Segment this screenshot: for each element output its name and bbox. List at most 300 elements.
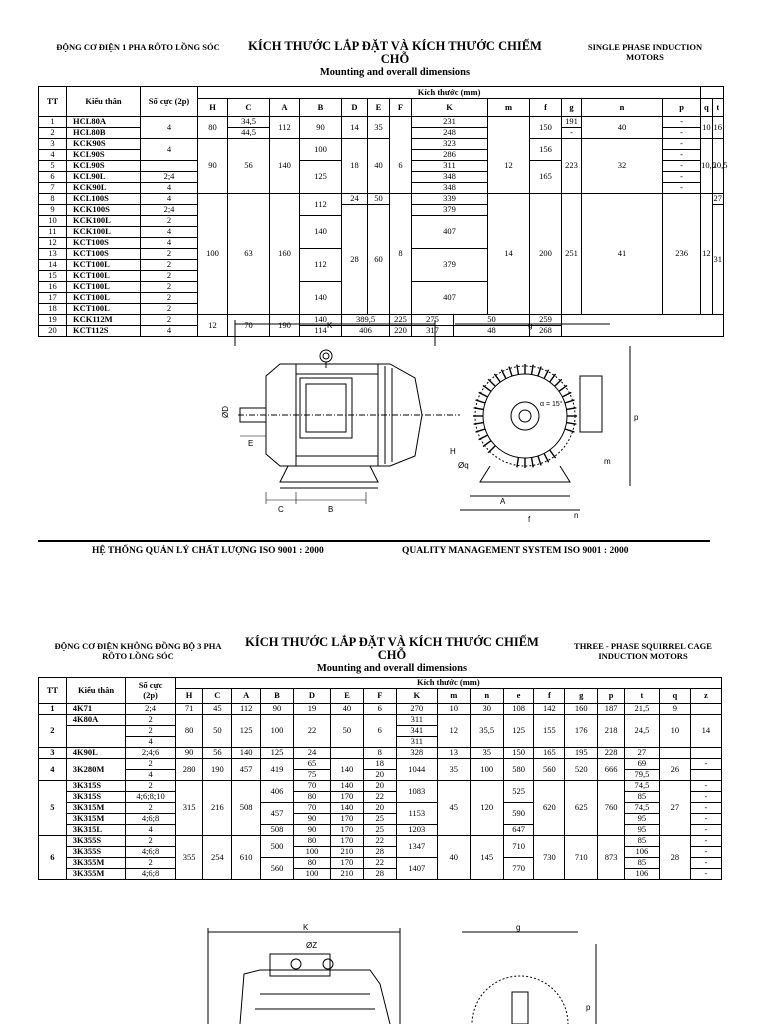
- dim-cell: 95: [624, 825, 659, 836]
- col-t: t: [712, 99, 723, 117]
- dim-cell: 165: [534, 748, 565, 759]
- dim-cell: 4;6;8: [126, 847, 175, 858]
- dim-cell: 9: [659, 704, 690, 715]
- dim-cell: 85: [624, 858, 659, 869]
- dim-K-label: K: [327, 321, 333, 330]
- g-cell: -: [562, 128, 582, 139]
- dim-cell: 4;6;8: [126, 869, 175, 880]
- row-number: 1: [39, 704, 67, 715]
- dim-cell: 2: [126, 858, 175, 869]
- dim-cell: 620: [534, 781, 565, 836]
- K-cell: 389,5: [342, 315, 390, 326]
- dim-cell: 315: [175, 781, 203, 836]
- C-cell: 70: [228, 315, 270, 337]
- dim-cell: -: [690, 781, 721, 792]
- dim-cell: 140: [232, 748, 261, 759]
- dim-cell: 25: [363, 814, 396, 825]
- row-number: 2: [39, 128, 67, 139]
- row-number: 2: [39, 715, 67, 748]
- single-phase-title-en-1: SINGLE PHASE INDUCTION: [587, 42, 703, 52]
- single-phase-dimensions-table: [38, 86, 728, 337]
- dim-cell: 457: [232, 759, 261, 781]
- model-cell: KCL90S: [67, 161, 141, 172]
- top-doc-title-en: Mounting and overall dimensions: [319, 67, 471, 78]
- model-cell: HCL80B: [67, 128, 141, 139]
- dim-cell: -: [690, 814, 721, 825]
- dim-cell: 10: [659, 715, 690, 748]
- dim-cell: 19: [293, 704, 330, 715]
- row-number: 15: [39, 271, 67, 282]
- table-row: [39, 139, 724, 150]
- three-phase-title-vn: [38, 641, 238, 661]
- dim-cell: [690, 704, 721, 715]
- col-g: g: [565, 689, 598, 704]
- dim-alpha-label: α = 15°: [540, 401, 563, 408]
- dim-f-label: f: [528, 515, 531, 524]
- row-number: 18: [39, 304, 67, 315]
- n-cell: 50: [454, 315, 530, 326]
- model-cell: KCK100S: [67, 205, 141, 216]
- dim-cell: 125: [232, 715, 261, 748]
- poles-cell: 2: [141, 249, 198, 260]
- col-group-dimensions: Kích thước (mm): [175, 678, 721, 689]
- bottom-doc-title: [232, 636, 552, 675]
- dim-cell: 145: [470, 836, 503, 880]
- dim-cell: 2: [126, 726, 175, 737]
- dim-cell: 70: [293, 781, 330, 792]
- col-t: t: [624, 689, 659, 704]
- table-row: [39, 704, 722, 715]
- model-cell: 3K355M: [66, 858, 126, 869]
- F-cell: 6: [390, 139, 412, 194]
- C-cell: 56: [228, 139, 270, 194]
- dim-cell: 74,5: [624, 781, 659, 792]
- dim-cell: 24: [293, 748, 330, 759]
- p-cell: -: [663, 139, 701, 150]
- dim-cell: 140: [330, 759, 363, 781]
- table-row: [39, 836, 722, 847]
- F-cell: 8: [390, 194, 412, 315]
- dim-cell: 50: [203, 715, 232, 748]
- col-H: H: [198, 99, 228, 117]
- col-A: A: [232, 689, 261, 704]
- dim-cell: 74,5: [624, 803, 659, 814]
- dim-cell: 28: [363, 847, 396, 858]
- model-cell: KCT100L: [67, 260, 141, 271]
- t-cell: 20,5: [712, 139, 723, 194]
- dim-cell: 560: [261, 858, 294, 880]
- dim-cell: 210: [330, 869, 363, 880]
- model-cell: KCK100L: [67, 227, 141, 238]
- three-phase-title-vn-2: RÔTO LỒNG SÓC: [102, 651, 174, 661]
- dim-cell: -: [690, 836, 721, 847]
- model-cell: KCT100L: [67, 282, 141, 293]
- dim-cell: 228: [598, 748, 625, 759]
- row-number: 16: [39, 282, 67, 293]
- dim-cell: 18: [363, 759, 396, 770]
- model-cell: 3K280M: [66, 759, 126, 781]
- poles-cell: 4: [141, 139, 198, 161]
- dim-cell: 120: [470, 781, 503, 836]
- dim-cell: 65: [293, 759, 330, 770]
- model-cell: 3K315M: [66, 803, 126, 814]
- dim-cell: 355: [175, 836, 203, 880]
- dim-cell: 341: [396, 726, 437, 737]
- col-D: D: [342, 99, 368, 117]
- model-cell: 4K71: [66, 704, 126, 715]
- col-C: C: [228, 99, 270, 117]
- dim-cell: 270: [396, 704, 437, 715]
- top-doc-title-vn: KÍCH THƯỚC LẮP ĐẶT VÀ KÍCH THƯỚC CHIẾM CHỖ: [248, 39, 542, 66]
- row-number: 8: [39, 194, 67, 205]
- dim-cell: 160: [565, 704, 598, 715]
- dim-B-label: B: [328, 505, 334, 514]
- dim-cell: 560: [534, 759, 565, 781]
- D-cell: 18: [342, 139, 368, 194]
- dim-cell: 2;4: [126, 704, 175, 715]
- row-number: 5: [39, 781, 67, 836]
- g-cell: 317: [412, 326, 454, 337]
- poles-cell: 4: [141, 183, 198, 194]
- col-poles: Số cực (2p): [141, 87, 198, 117]
- dim-cell: 580: [503, 759, 534, 781]
- dim-cell: 28: [659, 836, 690, 880]
- row-number: 11: [39, 227, 67, 238]
- col-n: n: [470, 689, 503, 704]
- dim-cell: 625: [565, 781, 598, 836]
- dim-cell: 80: [293, 836, 330, 847]
- dim-cell: 140: [330, 803, 363, 814]
- dim-cell: 22: [293, 715, 330, 748]
- C-cell: 44,5: [228, 128, 270, 139]
- poles-cell: 4: [141, 117, 198, 139]
- single-phase-title-en: [570, 42, 720, 62]
- dim-cell: 155: [534, 715, 565, 748]
- B-cell: 100: [300, 139, 342, 161]
- col-tt: TT: [39, 678, 67, 704]
- dim-cell: 10: [437, 704, 470, 715]
- qms-en: QUALITY MANAGEMENT SYSTEM ISO 9001 : 2000: [402, 546, 629, 556]
- dim-cell: 27: [659, 781, 690, 836]
- dim-C-label: C: [278, 505, 284, 514]
- A-cell: 140: [270, 139, 300, 194]
- dim-cell: 35: [470, 748, 503, 759]
- row-number: 5: [39, 161, 67, 172]
- row-number: 12: [39, 238, 67, 249]
- dim-cell: 106: [624, 869, 659, 880]
- p-cell: -: [663, 183, 701, 194]
- dim-cell: 4;6;8: [126, 814, 175, 825]
- dim-cell: 710: [565, 836, 598, 880]
- col-f: f: [534, 689, 565, 704]
- dim-cell: -: [690, 825, 721, 836]
- table-row: [39, 748, 722, 759]
- dim-cell: 4;6;8;10: [126, 792, 175, 803]
- dim-cell: 142: [534, 704, 565, 715]
- E-cell: 60: [368, 205, 390, 315]
- dim-cell: 2;4;6: [126, 748, 175, 759]
- dim-cell: 56: [203, 748, 232, 759]
- model-cell: KCK100L: [67, 216, 141, 227]
- g-cell: 251: [562, 194, 582, 315]
- dim2-Z-label: ØZ: [306, 941, 318, 950]
- E-cell: 35: [368, 117, 390, 139]
- row-number: 17: [39, 293, 67, 304]
- dim-cell: 26: [659, 759, 690, 781]
- dim-cell: 100: [470, 759, 503, 781]
- dim-cell: 106: [624, 847, 659, 858]
- col-K: K: [396, 689, 437, 704]
- col-E: E: [368, 99, 390, 117]
- A-cell: 160: [270, 194, 300, 315]
- p-cell: -: [663, 117, 701, 128]
- dim-cell: -: [690, 858, 721, 869]
- dim-cell: 20: [363, 803, 396, 814]
- dim-q-label: Øq: [458, 461, 469, 470]
- model-cell: 3K355M: [66, 869, 126, 880]
- dim-cell: 170: [330, 836, 363, 847]
- dim-cell: 457: [261, 803, 294, 825]
- dim-cell: 2: [126, 803, 175, 814]
- col-z: z: [690, 689, 721, 704]
- dim-cell: 311: [396, 737, 437, 748]
- K-cell: 406: [342, 326, 390, 337]
- H-cell: 90: [198, 139, 228, 194]
- poles-cell: 2: [141, 304, 198, 315]
- dim-cell: [330, 748, 363, 759]
- dim-cell: 4: [126, 737, 175, 748]
- K-cell: 323: [412, 139, 488, 150]
- model-cell: KCK90L: [67, 183, 141, 194]
- dim-cell: 79,5: [624, 770, 659, 781]
- dim-cell: 8: [363, 748, 396, 759]
- poles-cell: 2: [141, 315, 198, 326]
- dim-cell: 666: [598, 759, 625, 781]
- K-cell: 348: [412, 172, 488, 183]
- col-q: q: [701, 99, 712, 117]
- col-D: D: [293, 689, 330, 704]
- dim-cell: 176: [565, 715, 598, 748]
- dim-cell: 760: [598, 781, 625, 836]
- dim-cell: 150: [503, 748, 534, 759]
- dim-cell: 22: [363, 836, 396, 847]
- f-cell: 200: [530, 194, 562, 315]
- dim-cell: 170: [330, 825, 363, 836]
- dim-cell: 35: [437, 759, 470, 781]
- dim-cell: 80: [293, 858, 330, 869]
- dim-cell: 2: [126, 715, 175, 726]
- K-cell: 286: [412, 150, 488, 161]
- E-cell: 40: [368, 139, 390, 194]
- col-m: m: [437, 689, 470, 704]
- section-divider: [38, 540, 710, 542]
- t-cell: 16: [712, 117, 723, 139]
- col-model: Kiểu thân: [67, 87, 141, 117]
- row-number: 14: [39, 260, 67, 271]
- dim-cell: 1083: [396, 781, 437, 803]
- dim-cell: 1044: [396, 759, 437, 781]
- p-cell: 259: [530, 315, 562, 326]
- dim-cell: 90: [175, 748, 203, 759]
- dim-cell: 25: [363, 825, 396, 836]
- dim-cell: 20: [363, 781, 396, 792]
- row-number: 1: [39, 117, 67, 128]
- dim-cell: 45: [203, 704, 232, 715]
- K-cell: 379: [412, 205, 488, 216]
- poles-cell: 4: [141, 227, 198, 238]
- dim-cell: 100: [261, 715, 294, 748]
- dim-cell: 328: [396, 748, 437, 759]
- dim-E-label: E: [248, 439, 254, 448]
- poles-cell: 4: [141, 194, 198, 205]
- row-number: 19: [39, 315, 67, 326]
- B-cell: 112: [300, 249, 342, 282]
- model-cell: 3K315L: [66, 825, 126, 836]
- dim-cell: 508: [232, 781, 261, 836]
- K-cell: 348: [412, 183, 488, 194]
- dim-cell: 108: [503, 704, 534, 715]
- t-cell: 27: [713, 193, 723, 204]
- col-m: m: [488, 99, 530, 117]
- g-cell: 223: [562, 139, 582, 194]
- dim-cell: [690, 770, 721, 781]
- p-cell: 268: [530, 326, 562, 337]
- bottom-doc-title-en: Mounting and overall dimensions: [316, 663, 468, 674]
- dim-cell: 100: [293, 847, 330, 858]
- row-number: 3: [39, 748, 67, 759]
- row-number: 13: [39, 249, 67, 260]
- dim-cell: [690, 748, 721, 759]
- dim-cell: 24,5: [624, 715, 659, 748]
- three-phase-title-en-1: THREE - PHASE SQUIRREL CAGE: [574, 641, 712, 651]
- dim-cell: 75: [293, 770, 330, 781]
- model-cell: [66, 726, 126, 748]
- dim-cell: 22: [363, 792, 396, 803]
- f-cell: 220: [390, 326, 412, 337]
- dim-H-label: H: [450, 447, 456, 456]
- poles-cell: 4: [141, 238, 198, 249]
- single-phase-title-en-2: MOTORS: [626, 52, 664, 62]
- dim-cell: 95: [624, 814, 659, 825]
- dim-cell: 311: [396, 715, 437, 726]
- model-cell: KCL100S: [67, 194, 141, 205]
- model-cell: KCT100L: [67, 304, 141, 315]
- H-cell: 80: [198, 117, 228, 139]
- t-cell: 31: [712, 205, 723, 315]
- model-cell: KCL90L: [67, 172, 141, 183]
- motor-dimension-drawing-2: [200, 924, 620, 1024]
- col-p: p: [663, 99, 701, 117]
- dim-cell: -: [690, 869, 721, 880]
- dim-cell: 30: [470, 704, 503, 715]
- model-cell: HCL80A: [67, 117, 141, 128]
- poles-cell: 2;4: [141, 205, 198, 216]
- K-cell: 379: [412, 249, 488, 282]
- B-cell: 125: [300, 161, 342, 194]
- poles-cell: 2: [141, 282, 198, 293]
- K-cell: 407: [412, 282, 488, 315]
- dim-cell: 170: [330, 858, 363, 869]
- f-cell: 150: [530, 117, 562, 139]
- B-cell: 140: [300, 315, 342, 326]
- dim-cell: 280: [175, 759, 203, 781]
- dim-cell: 112: [232, 704, 261, 715]
- B-cell: 140: [300, 282, 342, 315]
- dim-cell: 100: [293, 869, 330, 880]
- D-cell: 24: [342, 194, 368, 205]
- dim-cell: 40: [437, 836, 470, 880]
- table-row: [39, 715, 722, 726]
- dim-cell: 254: [203, 836, 232, 880]
- g-cell: 191: [562, 117, 582, 128]
- dim-cell: 4: [126, 825, 175, 836]
- q-cell: 10,5: [701, 139, 712, 194]
- dim-cell: 35,5: [470, 715, 503, 748]
- dim-cell: 71: [175, 704, 203, 715]
- col-poles-1: Số cực: [138, 680, 163, 690]
- col-g: g: [562, 99, 582, 117]
- col-F: F: [390, 99, 412, 117]
- col-poles: [126, 678, 175, 704]
- B-cell: 140: [300, 216, 342, 249]
- D-cell: 28: [342, 205, 368, 315]
- p-cell: -: [663, 172, 701, 183]
- qms-vn: HỆ THỐNG QUẢN LÝ CHẤT LƯỢNG ISO 9001 : 2000: [92, 546, 324, 556]
- row-number: 6: [39, 172, 67, 183]
- dim-cell: 85: [624, 836, 659, 847]
- n-cell: 41: [582, 194, 663, 315]
- dim-cell: 45: [437, 781, 470, 836]
- dim-cell: 27: [624, 748, 659, 759]
- dim-cell: 525: [503, 781, 534, 803]
- model-cell: 3K315S: [66, 792, 126, 803]
- dim-m-label: m: [604, 457, 611, 466]
- bottom-doc-title-vn: KÍCH THƯỚC LẮP ĐẶT VÀ KÍCH THƯỚC CHIẾM CHỖ: [245, 635, 539, 662]
- three-phase-title-vn-1: ĐỘNG CƠ ĐIỆN KHÔNG ĐỒNG BỘ 3 PHA: [54, 641, 222, 651]
- row-number: 20: [39, 326, 67, 337]
- dim-cell: 1347: [396, 836, 437, 858]
- model-cell: 4K90L: [66, 748, 126, 759]
- p-cell: -: [663, 150, 701, 161]
- poles-cell: 2: [141, 260, 198, 271]
- col-n: n: [582, 99, 663, 117]
- poles-cell: 4: [141, 326, 198, 337]
- f-cell: 225: [390, 315, 412, 326]
- dim-cell: 647: [503, 825, 534, 836]
- row-number: 9: [39, 205, 67, 216]
- D-cell: 14: [342, 117, 368, 139]
- row-number: 4: [39, 759, 67, 781]
- dim2-K-label: K: [303, 923, 309, 932]
- col-E: E: [330, 689, 363, 704]
- dim-cell: 80: [175, 715, 203, 748]
- table-row: [39, 194, 724, 205]
- m-cell: 12: [488, 139, 530, 194]
- dim2-g-label: g: [516, 923, 521, 932]
- dim-cell: 125: [261, 748, 294, 759]
- table-row: [39, 781, 722, 792]
- dim-cell: 2: [126, 781, 175, 792]
- dim-cell: -: [690, 792, 721, 803]
- dim-cell: -: [690, 759, 721, 770]
- dim-cell: 12: [437, 715, 470, 748]
- table-row: [39, 759, 722, 770]
- row-number: 10: [39, 216, 67, 227]
- dim-cell: 218: [598, 715, 625, 748]
- col-f: f: [530, 99, 562, 117]
- dim-cell: 70: [293, 803, 330, 814]
- dim-cell: 2: [126, 836, 175, 847]
